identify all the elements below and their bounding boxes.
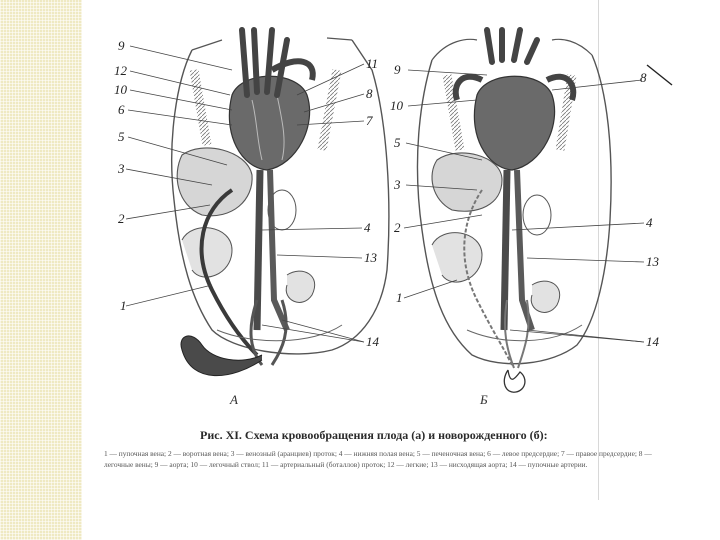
- panel-b-label-4: 4: [646, 215, 653, 230]
- panel-a-intestine: [182, 228, 232, 277]
- panel-a-label-6: 6: [118, 102, 125, 117]
- panel-b-label-9: 9: [394, 62, 401, 77]
- panel-b-mark: Б: [480, 392, 488, 407]
- panel-a-label-11: 11: [366, 56, 379, 71]
- panel-b-label-13: 13: [646, 254, 659, 269]
- circulation-diagram: [82, 0, 682, 420]
- panel-a-left-chest-wall: [194, 70, 207, 145]
- panel-b-liver: [432, 153, 502, 211]
- panel-b-label-3: 3: [394, 177, 401, 192]
- panel-b-label-2: 2: [394, 220, 401, 235]
- panel-a-label-12: 12: [114, 63, 127, 78]
- panel-b-bladder: [531, 281, 559, 312]
- panel-b-label-1: 1: [396, 290, 403, 305]
- panel-b-label-5: 5: [394, 135, 401, 150]
- panel-a-label-14: 14: [366, 334, 379, 349]
- panel-b-label-10: 10: [390, 98, 403, 113]
- panel-b-newborn: [417, 30, 611, 392]
- panel-a-bladder: [286, 271, 314, 302]
- panel-a-inferior-vena-cava: [257, 170, 260, 330]
- panel-b-heart: [474, 76, 554, 170]
- panel-b-great-vessels: [487, 30, 537, 62]
- panel-b-intestine: [432, 233, 482, 282]
- panel-a-umbilical-cord: [181, 336, 262, 376]
- figure-legend: 1 — пупочная вена; 2 — воротная вена; 3 — венозный (аранциев) проток; 4 — нижняя полая вена; 5 — печеночная вена; 6 — левое предсердие; 7 — правое предсердие; 8 — легочные вены; 9 — аорта; 10 — легочный ствол; 11 — артериальный (боталлов) проток; 12 — легкие; 13 — нисходящая аорта; 14 — пупочные артерии.: [104, 449, 652, 469]
- panel-a-label-10: 10: [114, 82, 127, 97]
- panel-a-label-7: 7: [366, 113, 373, 128]
- figure-caption: Рис. XI. Схема кровообращения плода (а) и новорожденного (б):: [200, 428, 548, 442]
- panel-a-label-2: 2: [118, 211, 125, 226]
- panel-a-label-9: 9: [118, 38, 125, 53]
- panel-a-label-4: 4: [364, 220, 371, 235]
- panel-b-label-8: 8: [640, 70, 647, 85]
- panel-b-navel-knot: [504, 370, 525, 392]
- panel-a-fetus: [172, 30, 389, 376]
- panel-b-label-14: 14: [646, 334, 659, 349]
- panel-a-label-5: 5: [118, 129, 125, 144]
- panel-a-label-13: 13: [364, 250, 377, 265]
- panel-b-descending-aorta: [517, 170, 532, 330]
- decorative-side-strip: [0, 0, 82, 540]
- panel-a-mark: А: [230, 392, 238, 407]
- panel-a-label-1: 1: [120, 298, 127, 313]
- panel-a-label-3: 3: [118, 161, 125, 176]
- panel-a-label-8: 8: [366, 86, 373, 101]
